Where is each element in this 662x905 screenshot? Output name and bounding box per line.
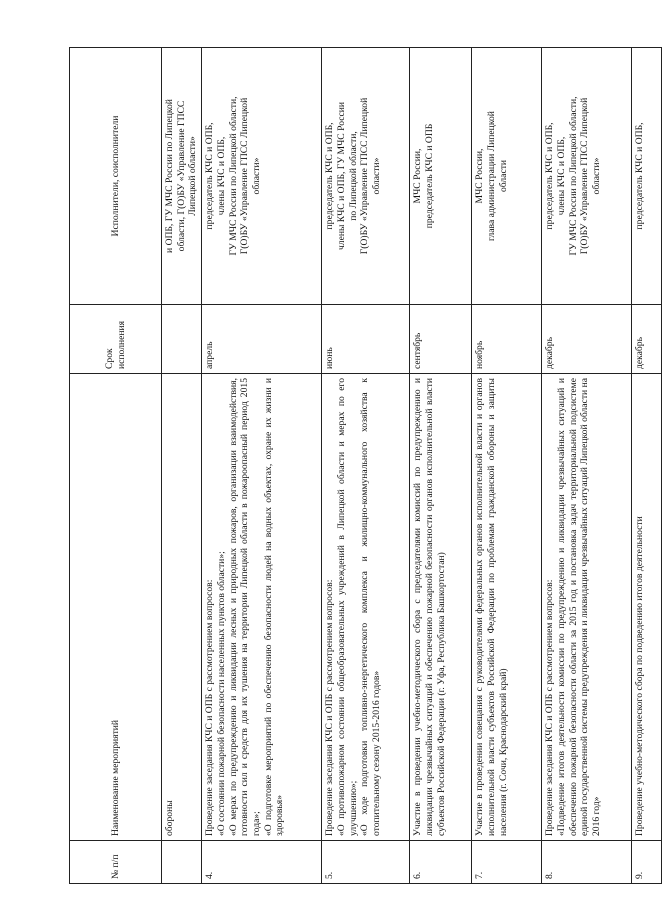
table-row (410, 48, 472, 884)
executor-line: председатель КЧС и ОПБ, (204, 122, 216, 230)
event-name-line: Проведение заседания КЧС и ОПБ с рассмотрением вопросов: (544, 579, 556, 836)
executor-line: Г(О)БУ «Управление ГПСС Липецкой (359, 97, 371, 255)
rotated-sheet (69, 84, 646, 884)
event-name-line: Участие в проведении совещания с руководителями федеральных органов исполнительной власти и органов исполнительной власти субъектов Российской Федерации по проблемам гражданской обороны и защиты населения (г. Сочи, Краснодарский край) (474, 378, 509, 836)
event-executors (322, 48, 410, 305)
executor-line: председатель КЧС и ОПБ, (324, 122, 336, 230)
table-header-row (70, 48, 162, 884)
executor-line: Липецкой области» (187, 136, 199, 216)
header-term: Срок исполнения (70, 305, 162, 374)
executor-line: Г(О)БУ «Управление ГПСС Липецкой (579, 97, 591, 255)
event-name-line: «Подведение итогов деятельности комиссии по предупреждению и ликвидации чрезвычайных ситуаций и обеспечению пожарной безопасности области за 2015 год и постановка задач территориальной подсистеме единой государственной системы предупреждения и ликвидации чрезвычайных ситуаций Липецкой области на 2016 год» (555, 378, 602, 836)
event-executors (632, 48, 662, 305)
executor-line: области» (370, 157, 382, 195)
table-row (322, 48, 410, 884)
event-term: ноябрь (472, 305, 542, 374)
row-number: 4. (202, 841, 322, 884)
event-name (410, 374, 472, 841)
row-number: 9. (632, 841, 662, 884)
table-row (162, 48, 202, 884)
row-number: 8. (542, 841, 632, 884)
executor-line: области, Г(О)БУ «Управление ГПСС (175, 100, 187, 252)
executor-line: глава администрации Липецкой (485, 111, 497, 241)
event-name-line: Участие в проведении учебно-методического сбора с председателями комиссий по предупреждению и ликвидации чрезвычайных ситуаций и обеспечению пожарной безопасности органов исполнительной власти субъектов Российской Федерации (г. Уфа, Республика Башкортостан) (412, 378, 447, 836)
event-term: апрель (202, 305, 322, 374)
event-name (162, 374, 202, 841)
event-name-line: «О мерах по предупреждению и ликвидации лесных и природных пожаров, организации взаимодействия, готовности сил и средств для их тушения на территории Липецкой области в пожароопасный период 2015 года»; (227, 378, 262, 836)
executor-line: члены КЧС и ОПБ, (555, 136, 567, 216)
event-name-line: «О противопожарном состоянии общеобразовательных учреждений в Липецкой области и мерах по его улучшению»; (335, 378, 359, 836)
row-number: 6. (410, 841, 472, 884)
table-row (542, 48, 632, 884)
event-executors (472, 48, 542, 305)
executor-line: члены КЧС и ОПБ, (215, 136, 227, 216)
table-row (202, 48, 322, 884)
event-term: декабрь (542, 305, 632, 374)
header-exec: Исполнители, соисполнители (70, 48, 162, 305)
table-row (472, 48, 542, 884)
event-name-line: Проведение учебно-методического сбора по подведению итогов деятельности (634, 516, 646, 836)
executor-line: области (497, 159, 509, 193)
event-term: декабрь (632, 305, 662, 374)
executor-line: области» (590, 157, 602, 195)
table-body (162, 48, 662, 884)
executor-line: члены КЧС и ОПБ, ГУ МЧС России (335, 101, 347, 251)
event-name (542, 374, 632, 841)
event-name (322, 374, 410, 841)
event-term (162, 305, 202, 374)
executor-line: Г(О)БУ «Управление ГПСС Липецкой (239, 97, 251, 255)
header-name: Наименование мероприятий (70, 374, 162, 841)
executor-line: председатель КЧС и ОПБ (423, 123, 435, 229)
executor-line: председатель КЧС и ОПБ, (544, 122, 556, 230)
executor-line: по Липецкой области, (347, 131, 359, 221)
executor-line: ГУ МЧС России по Липецкой области, (227, 96, 239, 256)
header-num: № п/п (70, 841, 162, 884)
executor-line: МЧС России, (412, 148, 424, 204)
event-name-line: обороны (164, 800, 175, 836)
events-table (69, 47, 662, 884)
event-term: сентябрь (410, 305, 472, 374)
event-name-line: «О ходе подготовки топливно-энергетического комплекса и жилищно-коммунального хозяйства к отопительному сезону 2015-2016 годов» (359, 378, 382, 836)
executor-line: МЧС России, (474, 148, 486, 204)
event-executors (410, 48, 472, 305)
table-row (632, 48, 662, 884)
row-number: 5. (322, 841, 410, 884)
event-executors (162, 48, 202, 305)
executor-line: председатель КЧС и ОПБ, (634, 122, 646, 230)
executor-line: ГУ МЧС России по Липецкой области, (567, 96, 579, 256)
event-term: июнь (322, 305, 410, 374)
event-name-line: Проведение заседания КЧС и ОПБ с рассмотрением вопросов: (204, 579, 216, 836)
event-name-line: «О подготовке мероприятий по обеспечению безопасности людей на водных объектах, охране их жизни и здоровья» (262, 378, 286, 836)
event-executors (202, 48, 322, 305)
executor-line: и ОПБ, ГУ МЧС России по Липецкой (164, 99, 175, 253)
event-executors (542, 48, 632, 305)
executor-line: области» (250, 157, 262, 195)
event-name-line: Проведение заседания КЧС и ОПБ с рассмотрением вопросов: (324, 579, 336, 836)
event-name (472, 374, 542, 841)
row-number: 7. (472, 841, 542, 884)
event-name-line: «О состоянии пожарной безопасности населенных пунктов области»; (215, 551, 227, 836)
event-name (202, 374, 322, 841)
event-name (632, 374, 662, 841)
row-number (162, 841, 202, 884)
